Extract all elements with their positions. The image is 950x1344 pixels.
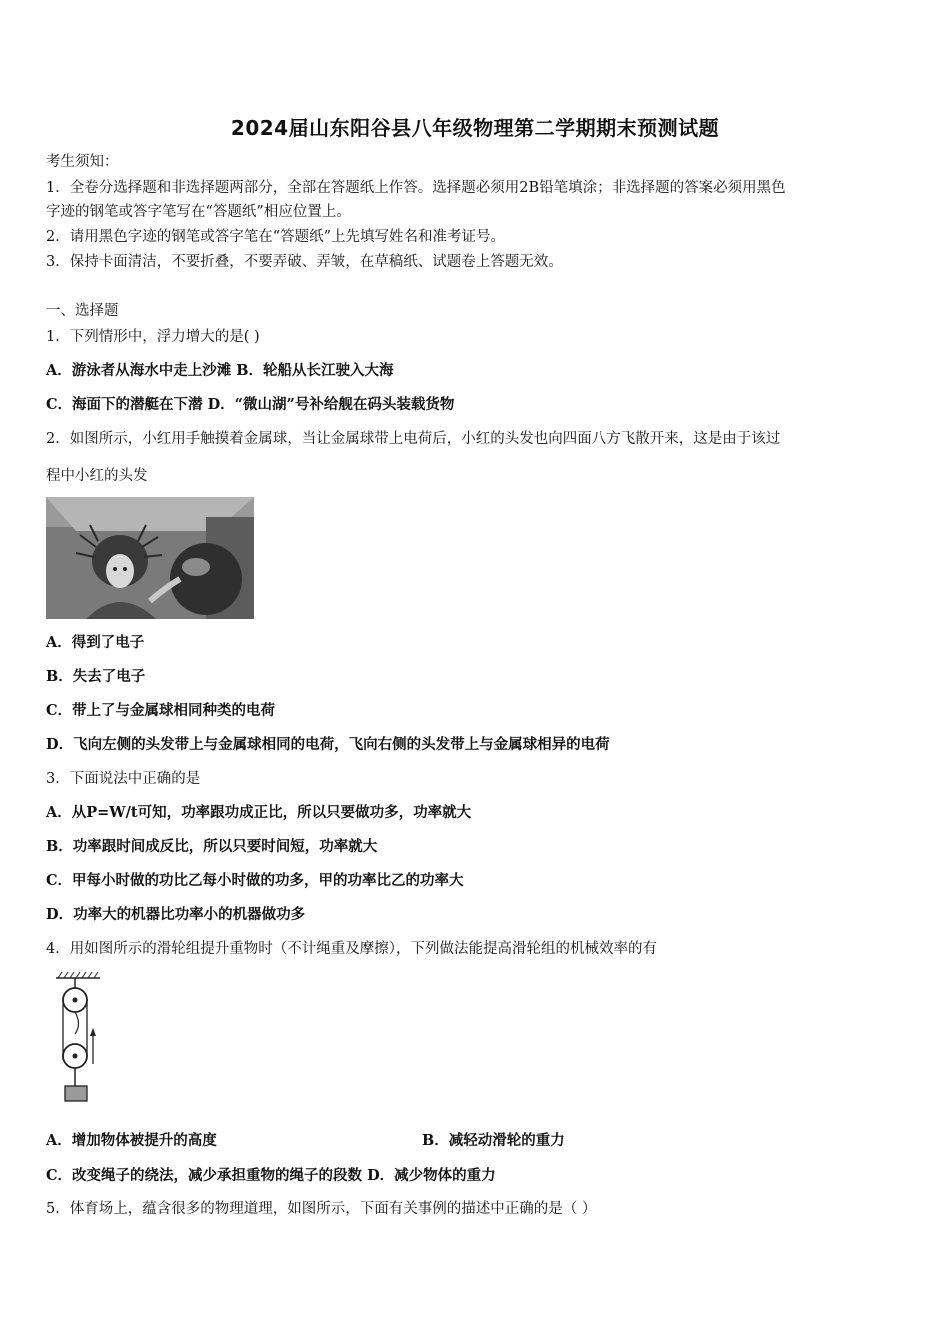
notice-item-2: 2．请用黑色字迹的钢笔或答字笔在“答题纸”上先填写姓名和准考证号。 (46, 229, 506, 245)
question-3-option-b: B．功率跟时间成反比，所以只要时间短，功率就大 (46, 838, 378, 855)
question-2-option-d: D．飞向左侧的头发带上与金属球相同的电荷，飞向右侧的头发带上与金属球相异的电荷 (46, 736, 610, 753)
question-1-stem: 1．下列情形中，浮力增大的是( ) (46, 329, 260, 345)
question-2-option-b: B．失去了电子 (46, 668, 146, 685)
notice-item-1-line-1: 1．全卷分选择题和非选择题两部分，全部在答题纸上作答。选择题必须用2B铅笔填涂；非选择题的答案必须用黑色 (46, 180, 786, 196)
question-3-option-c: C．甲每小时做的功比乙每小时做的功多，甲的功率比乙的功率大 (46, 872, 464, 889)
pulley-system-diagram (52, 972, 112, 1104)
question-1-options-row-1: A．游泳者从海水中走上沙滩 B．轮船从长江驶入大海 (46, 362, 394, 379)
question-2-stem-line-2: 程中小红的头发 (46, 468, 148, 484)
question-2-option-a: A．得到了电子 (46, 634, 145, 651)
question-3-option-d: D．功率大的机器比功率小的机器做功多 (46, 906, 306, 923)
notice-item-3: 3．保持卡面清洁，不要折叠，不要弄破、弄皱，在草稿纸、试题卷上答题无效。 (46, 254, 563, 270)
question-5-stem: 5．体育场上，蕴含很多的物理道理，如图所示，下面有关事例的描述中正确的是（ ） (46, 1201, 597, 1217)
question-1-options-row-2: C．海面下的潜艇在下潜 D．“微山湖”号补给舰在码头装载货物 (46, 396, 455, 413)
notice-item-1-line-2: 字迹的钢笔或答字笔写在“答题纸”相应位置上。 (46, 204, 351, 220)
page-title: 2024届山东阳谷县八年级物理第二学期期末预测试题 (230, 116, 720, 140)
question-4-option-a: A．增加物体被提升的高度 (46, 1132, 217, 1149)
section-heading: 一、选择题 (46, 303, 119, 319)
question-2-stem-line-1: 2．如图所示，小红用手触摸着金属球，当让金属球带上电荷后，小红的头发也向四面八方飞散开来，这是由于该过 (46, 431, 781, 447)
question-4-stem: 4．用如图所示的滑轮组提升重物时（不计绳重及摩擦），下列做法能提高滑轮组的机械效率的有 (46, 941, 657, 957)
static-electricity-photo (46, 497, 254, 619)
question-3-option-a: A．从P=W/t可知，功率跟功成正比，所以只要做功多，功率就大 (46, 804, 472, 821)
question-4-options-row-1 (46, 1131, 910, 1151)
question-3-stem: 3．下面说法中正确的是 (46, 771, 201, 787)
notice-heading: 考生须知： (46, 154, 119, 170)
question-4-option-b: B．减轻动滑轮的重力 (422, 1132, 565, 1149)
question-4-options-row-2: C．改变绳子的绕法，减少承担重物的绳子的段数 D．减少物体的重力 (46, 1167, 496, 1184)
question-2-option-c: C．带上了与金属球相同种类的电荷 (46, 702, 276, 719)
